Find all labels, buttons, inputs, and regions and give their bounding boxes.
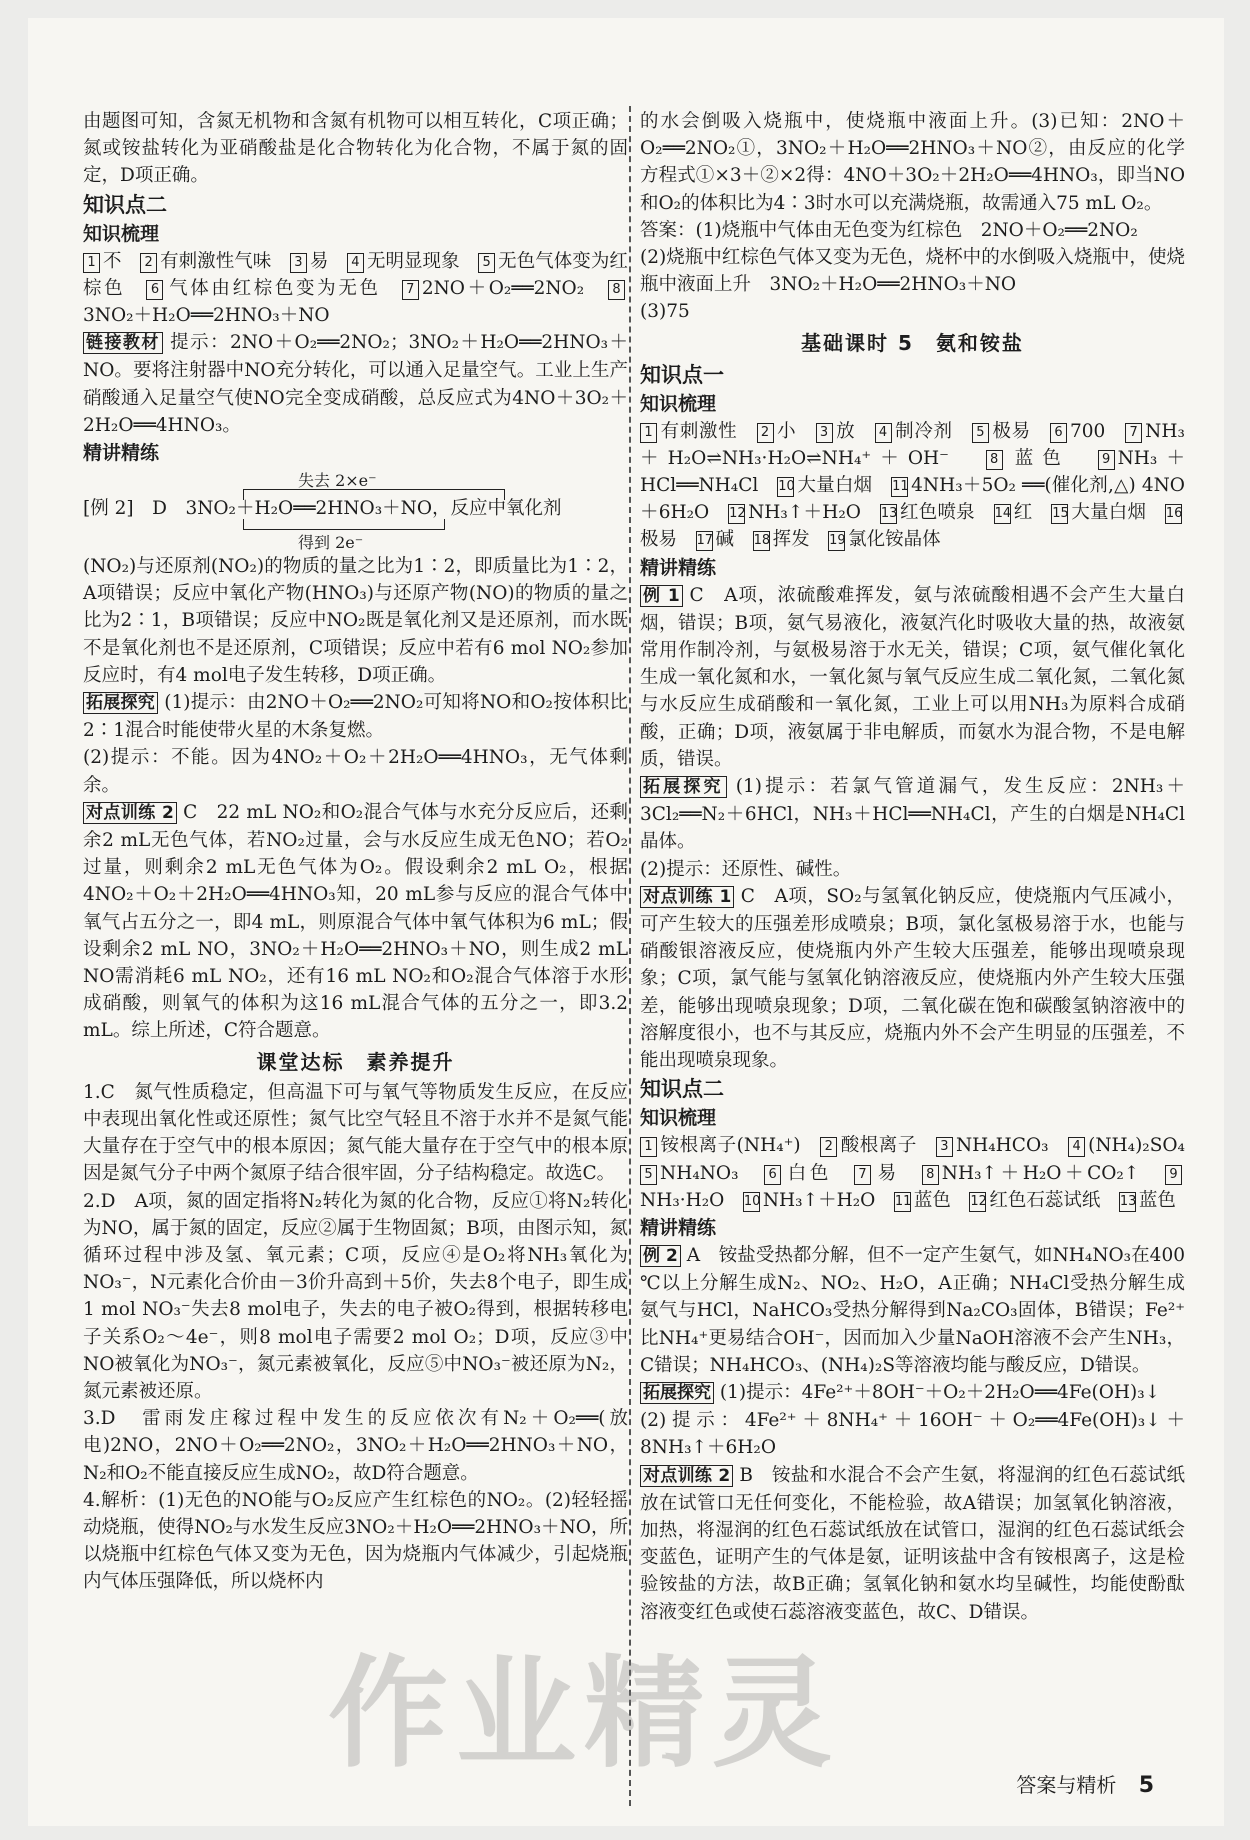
answer-number: 7 <box>854 1165 871 1185</box>
answer-number: 2 <box>757 423 774 443</box>
tagged-paragraph <box>640 582 1185 773</box>
tagged-text: (1)提示：若氯气管道漏气，发生反应：2NH₃＋3Cl₂══N₂＋6HCl，NH₃＋HCl══NH₄Cl，产生的白烟是NH₄Cl晶体。 <box>640 776 1186 853</box>
bracket-tag: 拓展探究 <box>640 1382 714 1404</box>
tagged-text: C A项，浓硫酸难挥发，氨与浓硫酸相遇不会产生大量白烟，错误；B项，氨气易液化，液氨汽化时吸收大量的热，故液氨常用作制冷剂，与氨极易溶于水无关，错误；C项，氨气催化氧化生成一氧化氮和水，一氧化氮与氧气反应生成二氧化氮，二氧化氮与水反应生成硝酸和一氧化氮，工业上可以用NH₃为原料合成硝酸，正确；D项，液氨属于非电解质，而氨水为混合物，不是电解质，错误。 <box>640 584 1185 770</box>
answer-text: NH₃↑＋H₂O＋CO₂↑ <box>941 1162 1140 1184</box>
answer-number: 6 <box>764 1165 781 1185</box>
answer-number: 4 <box>347 253 364 273</box>
answer-text: 4NH₃＋5O₂ ══(催化剂,△) 4NO＋6H₂O <box>640 475 1185 524</box>
answer-text: NH₄NO₃ <box>660 1162 739 1184</box>
answer-text: 极易 <box>991 420 1031 442</box>
subsection-heading: 精讲精练 <box>83 442 160 465</box>
bracket-tag: 例 2 <box>640 1245 681 1267</box>
paragraph: (2)提示：还原性、碱性。 <box>640 858 852 880</box>
answer-number: 5 <box>640 1165 657 1185</box>
bracket-tag: 拓展探究 <box>83 692 158 714</box>
answer-number: 12 <box>969 1192 986 1212</box>
paragraph: 的水会倒吸入烧瓶中，使烧瓶中液面上升。(3)已知：2NO＋O₂══2NO₂①，3NO₂＋H₂O══2HNO₃＋NO②，由反应的化学方程式①×3＋②×2得：4NO＋3O₂＋2H₂O══4HNO₃，即当NO和O₂的体积比为4∶3时水可以充满烧瓶，故需通入75 mL O₂。 <box>640 111 1185 214</box>
answer-text: 气体由红棕色变为无色 <box>166 277 381 299</box>
answer-text: 2NO＋O₂══2NO₂ <box>421 277 585 299</box>
answer-text: NH₃＋HCl══NH₄Cl <box>640 447 1185 497</box>
answer-text: NH₄HCO₃ <box>955 1135 1049 1157</box>
bracket-tag: 拓展探究 <box>640 776 727 798</box>
subsection-heading: 知识梳理 <box>83 222 160 245</box>
bracket-tag: 链接教材 <box>83 332 163 354</box>
answer-text: NH₃↑＋H₂O <box>748 502 861 524</box>
paragraph: 3.D 雷雨发庄稼过程中发生的反应依次有N₂＋O₂══(放电)2NO，2NO＋O₂══2NO₂，3NO₂＋H₂O══2HNO₃＋NO，N₂和O₂不能直接反应生成NO₂，故D符合题意。 <box>83 1408 628 1484</box>
tagged-text: (1)提示：4Fe²⁺＋8OH⁻＋O₂＋2H₂O══4Fe(OH)₃↓ <box>719 1381 1161 1403</box>
page-number: 5 <box>1138 1773 1154 1798</box>
answer-number: 15 <box>1051 504 1068 524</box>
answer-number: 2 <box>140 253 157 273</box>
answer-number: 11 <box>894 1192 911 1212</box>
answer-number: 6 <box>1050 423 1067 443</box>
tagged-paragraph <box>83 799 628 1045</box>
answer-text: 无明显现象 <box>366 250 460 272</box>
watermark: 作业精灵 <box>328 1645 840 1784</box>
answer-number: 3 <box>936 1137 953 1157</box>
paragraph: 2.D A项，氮的固定指将N₂转化为氮的化合物，反应①将N₂转化为NO，属于氮的固定，反应②属于生物固氮；B项，由图示知，氮循环过程中涉及氢、氧元素；C项，反应④是O₂将NH₃氧化为NO₃⁻，N元素化合价由－3价升高到＋5价，失去8个电子，即生成1 mol NO₃⁻失去8 mol电子，失去的电子被O₂得到，根据转移电子关系O₂～4e⁻，则8 mol电子需要2 mol O₂；D项，反应③中NO被氧化为NO₃⁻，氮元素被氧化，反应⑤中NO₃⁻被还原为N₂，氮元素被还原。 <box>83 1190 628 1402</box>
answer-text: 极易 <box>640 529 678 551</box>
answer-text: 红 <box>1013 502 1033 524</box>
answer-text: 酸根离子 <box>840 1135 917 1157</box>
answer-text: 蓝色 <box>913 1189 951 1211</box>
answer-number: 11 <box>891 477 908 497</box>
equation-text: 3NO₂＋H₂O══2HNO₃＋NO，反应中氧化剂 <box>185 498 562 520</box>
answer-number: 9 <box>1098 450 1115 470</box>
tagged-paragraph <box>640 1462 1185 1626</box>
paragraph: (NO₂)与还原剂(NO₂)的物质的量之比为1∶2，即质量比为1∶2，A项错误；反应中氧化产物(HNO₃)与还原产物(NO)的物质的量之比为2∶1，B项错误；反应中NO₂既是氧化剂又是还原剂，而水既不是氧化剂也不是还原剂，C项错误；反应中若有6 mol NO₂参加反应时，有4 mol电子发生转移，D项正确。 <box>83 556 628 686</box>
answer-text: 制冷剂 <box>894 420 953 442</box>
reaction-equation <box>83 495 628 522</box>
subsection-heading: 知识梳理 <box>640 1107 717 1130</box>
tagged-paragraph <box>83 329 628 439</box>
tagged-text: 提示：2NO＋O₂══2NO₂；3NO₂＋H₂O══2HNO₃＋NO。要将注射器中NO充分转化，可以通入足量空气。工业上生产硝酸通入足量空气使NO完全变成硝酸，总反应式为4NO＋3O₂＋2H₂O══4HNO₃。 <box>83 332 629 436</box>
answer-text: 铵根离子(NH₄⁺) <box>660 1135 801 1157</box>
tagged-text: A 铵盐受热都分解，但不一定产生氨气，如NH₄NO₃在400 ℃以上分解生成N₂、NO₂、H₂O，A正确；NH₄Cl受热分解生成氨气与HCl，NaHCO₃受热分解得到Na₂CO₃固体，B错误；Fe²⁺比NH₄⁺更易结合OH⁻，因而加入少量NaOH溶液不会产生NH₃，C错误；NH₄HCO₃、(NH₄)₂S等溶液均能与酸反应，D错误。 <box>640 1244 1185 1376</box>
answer-list <box>640 1132 1185 1214</box>
answer-number: 7 <box>1125 423 1142 443</box>
answer-text: (NH₄)₂SO₄ <box>1088 1135 1185 1157</box>
answer-number: 18 <box>753 531 770 551</box>
answer-list <box>640 418 1185 554</box>
answer-text: 无色气体变为红棕色 <box>83 250 628 299</box>
answer-text: 易 <box>874 1162 900 1184</box>
answer-number: 7 <box>402 280 419 300</box>
paragraph: 1.C 氮气性质稳定，但高温下可与氧气等物质发生反应，在反应中表现出氧化性或还原性；氮气比空气轻且不溶于水并不是氮气能大量存在于空气中的根本原因；氮气能大量存在于空气中的根本原因是氮气分子中两个氮原子结合很牢固，分子结构稳定。故选C。 <box>83 1081 628 1185</box>
answer-text: 碱 <box>715 529 735 551</box>
tagged-text: C A项，SO₂与氢氧化钠反应，使烧瓶内气压减小，可产生较大的压强差形成喷泉；B项，氯化氢极易溶于水，也能与硝酸银溶液反应，使烧瓶内外产生较大压强差，能够出现喷泉现象；C项，氯气能与氢氧化钠溶液反应，使烧瓶内外产生较大压强差，能够出现喷泉现象；D项，二氧化碳在饱和碳酸氢钠溶液中的溶解度很小，也不与其反应，烧瓶内外不会产生明显的压强差，不能出现喷泉现象。 <box>640 885 1185 1072</box>
left-column <box>83 108 628 1596</box>
answer-text: NH₃＋H₂O⇌NH₃·H₂O⇌NH₄⁺＋OH⁻ <box>640 420 1185 469</box>
section-heading: 知识点二 <box>640 1077 724 1102</box>
answer-number: 5 <box>972 423 989 443</box>
paragraph: 由题图可知，含氮无机物和含氮有机物可以相互转化，C项正确；氮或铵盐转化为亚硝酸盐是化合物转化为化合物，不属于氮的固定，D项正确。 <box>83 111 628 187</box>
answer-number: 12 <box>728 504 745 524</box>
answer-number: 10 <box>777 477 794 497</box>
answer-number: 1 <box>640 1137 657 1157</box>
paragraph: 答案：(1)烧瓶中气体由无色变为红棕色 2NO＋O₂══2NO₂ <box>640 219 1138 241</box>
paragraph: (2)提示：不能。因为4NO₂＋O₂＋2H₂O══4HNO₃，无气体剩余。 <box>83 747 628 796</box>
answer-text: 有刺激性气味 <box>160 250 272 272</box>
bracket-tag: 例 1 <box>640 585 683 607</box>
tagged-paragraph <box>83 689 628 744</box>
answer-number: 13 <box>1119 1192 1136 1212</box>
answer-number: 8 <box>608 280 625 300</box>
answer-number: 9 <box>1165 1165 1182 1185</box>
answer-text: 红色喷泉 <box>899 502 975 524</box>
paragraph: (2)提示：4Fe²⁺＋8NH₄⁺＋16OH⁻＋O₂══4Fe(OH)₃↓＋8NH₃↑＋6H₂O <box>640 1410 1185 1459</box>
answer-text: 氯化铵晶体 <box>848 529 941 551</box>
footer-label: 答案与精析 <box>1016 1773 1117 1797</box>
answer-number: 13 <box>880 504 897 524</box>
answer-text: 有刺激性 <box>660 420 738 442</box>
answer-number: 4 <box>875 423 892 443</box>
answer-text: 蓝色 <box>1138 1189 1176 1211</box>
answer-text: 不 <box>103 250 122 272</box>
lesson-title: 基础课时 5 氨和铵盐 <box>801 330 1024 355</box>
tagged-paragraph <box>640 1242 1185 1379</box>
answer-number: 3 <box>290 253 307 273</box>
answer-list <box>83 248 628 330</box>
answer-text: 放 <box>835 420 856 442</box>
tagged-text: B 铵盐和水混合不会产生氨，将湿润的红色石蕊试纸放在试管口无任何变化，不能检验，故A错误；加氢氧化钠溶液，加热，将湿润的红色石蕊试纸放在试管口，湿润的红色石蕊试纸会变蓝色，证明产生的气体是氨，证明该盐中含有铵根离子，这是检验铵盐的方法，故B正确；氢氧化钠和氨水均呈碱性，均能使酚酞溶液变红色或使石蕊溶液变蓝色，故C、D错误。 <box>640 1464 1185 1623</box>
answer-number: 5 <box>478 253 495 273</box>
lesson-title: 课堂达标 素养提升 <box>256 1049 455 1074</box>
bracket-tag: 对点训练 1 <box>640 886 734 908</box>
answer-text: 易 <box>309 250 329 272</box>
section-heading: 知识点二 <box>83 192 167 217</box>
answer-text: 白色 <box>784 1162 832 1184</box>
answer-number: 10 <box>743 1192 760 1212</box>
tagged-text: C 22 mL NO₂和O₂混合气体与水充分反应后，还剩余2 mL无色气体，若NO₂过量，会与水反应生成无色NO；若O₂过量，则剩余2 mL无色气体为O₂。假设剩余2 mL O₂，根据4NO₂＋O₂＋2H₂O══4HNO₃知，20 mL参与反应的混合气体中氧气占五分之一，即4 mL，则原混合气体中氧气体积为6 mL；假设剩余2 mL NO，3NO₂＋H₂O══2HNO₃＋NO，则生成2 mL NO需消耗6 mL NO₂，还有16 mL NO₂和O₂混合气体溶于水形成硝酸，则氧气的体积为这16 mL混合气体的五分之一，即3.2 mL。综上所述，C符合题意。 <box>83 801 628 1042</box>
answer-text: 小 <box>776 420 797 442</box>
tagged-paragraph <box>640 883 1185 1074</box>
electron-transfer-diagram <box>83 467 628 553</box>
answer-number: 1 <box>83 253 100 273</box>
tagged-paragraph <box>640 773 1185 856</box>
answer-number: 14 <box>994 504 1011 524</box>
page-footer <box>1016 1769 1154 1798</box>
section-heading: 知识点一 <box>640 362 724 387</box>
answer-text: 蓝色 <box>1005 447 1070 469</box>
answer-text: 红色石蕊试纸 <box>989 1189 1101 1211</box>
subsection-heading: 精讲精练 <box>640 556 717 579</box>
answer-number: 19 <box>828 531 845 551</box>
answer-text: 大量白烟 <box>1071 502 1147 524</box>
answer-number: 6 <box>146 280 163 300</box>
answer-number: 1 <box>640 423 657 443</box>
answer-number: 8 <box>986 450 1003 470</box>
paragraph: (2)烧瓶中红棕色气体又变为无色，烧杯中的水倒吸入烧瓶中，使烧瓶中液面上升 3NO₂＋H₂O══2HNO₃＋NO <box>640 247 1185 296</box>
column-divider <box>629 106 631 1806</box>
tagged-paragraph <box>640 1379 1185 1407</box>
subsection-heading: 知识梳理 <box>640 392 717 415</box>
answer-number: 3 <box>816 423 833 443</box>
lose-electron-label: 失去 2×e⁻ <box>298 471 377 491</box>
answer-text: NH₃↑＋H₂O <box>762 1189 876 1211</box>
subsection-heading: 精讲精练 <box>640 1216 717 1239</box>
answer-number: 2 <box>820 1137 837 1157</box>
answer-text: 3NO₂＋H₂O══2HNO₃＋NO <box>83 305 330 327</box>
paragraph: (3)75 <box>640 301 690 323</box>
bracket-tag: 对点训练 2 <box>83 802 177 824</box>
answer-text: 大量白烟 <box>797 475 873 497</box>
answer-text: 挥发 <box>772 529 810 551</box>
right-column <box>640 108 1185 1626</box>
answer-text: 700 <box>1070 420 1106 442</box>
answer-number: 4 <box>1068 1137 1085 1157</box>
paragraph: 4.解析：(1)无色的NO能与O₂反应产生红棕色的NO₂。(2)轻轻摇动烧瓶，使得NO₂与水发生反应3NO₂＋H₂O══2HNO₃＋NO，所以烧瓶中红棕色气体又变为无色，因为烧瓶内气体减少，引起烧瓶内气体压强降低，所以烧杯内 <box>83 1489 628 1593</box>
example-label: [例 2] D <box>83 498 167 520</box>
bracket-tag: 对点训练 2 <box>640 1465 733 1487</box>
page <box>28 18 1224 1826</box>
answer-text: NH₃·H₂O <box>640 1189 725 1211</box>
answer-number: 17 <box>696 531 713 551</box>
answer-number: 16 <box>1165 504 1182 524</box>
gain-electron-label: 得到 2e⁻ <box>298 533 364 553</box>
tagged-text: (1)提示：由2NO＋O₂══2NO₂可知将NO和O₂按体积比2∶1混合时能使带火星的木条复燃。 <box>83 692 629 742</box>
answer-number: 8 <box>922 1165 939 1185</box>
